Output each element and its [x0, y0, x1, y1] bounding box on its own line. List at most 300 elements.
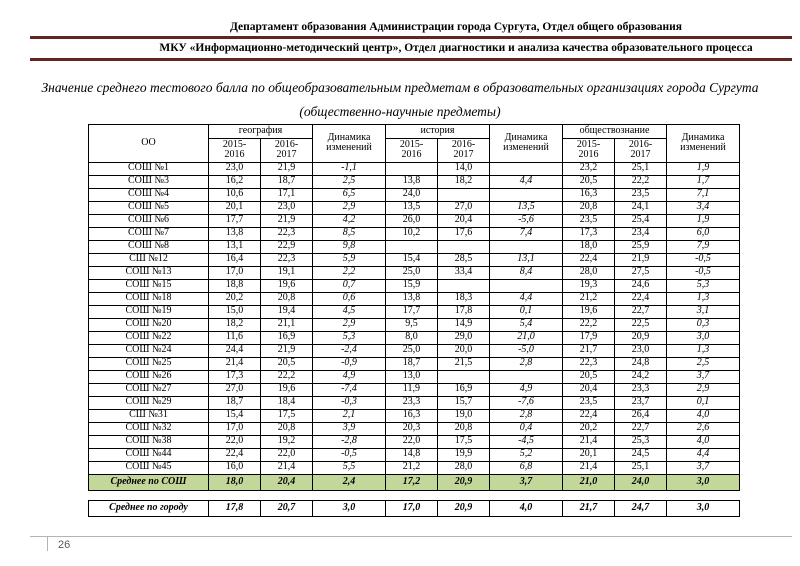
value-cell: 17,2	[386, 474, 438, 490]
row-label: СОШ №4	[89, 188, 209, 201]
value-cell: 3,7	[667, 370, 740, 383]
value-cell: 3,7	[490, 474, 563, 490]
value-cell: 23,7	[615, 396, 667, 409]
value-cell	[490, 240, 563, 253]
scores-table-area	[88, 124, 740, 517]
value-cell: 27,0	[438, 201, 490, 214]
value-cell: 21,9	[615, 253, 667, 266]
value-cell: 21,9	[261, 344, 313, 357]
row-label: СОШ №27	[89, 383, 209, 396]
value-cell: 22,0	[386, 435, 438, 448]
value-cell: 13,8	[386, 175, 438, 188]
table-header-row-1	[89, 125, 740, 139]
value-cell: 20,8	[438, 422, 490, 435]
value-cell: 6,5	[313, 188, 386, 201]
value-cell: 21,2	[386, 461, 438, 474]
row-label: СОШ №5	[89, 201, 209, 214]
value-cell: 7,4	[490, 227, 563, 240]
col-header-year1-geography: 2015-2016	[209, 138, 261, 162]
value-cell: 18,2	[209, 318, 261, 331]
col-header-oo: ОО	[89, 125, 209, 163]
value-cell: -0,5	[667, 253, 740, 266]
value-cell: 17,3	[563, 227, 615, 240]
value-cell	[490, 162, 563, 175]
school-row	[89, 175, 740, 188]
row-label: СОШ №45	[89, 461, 209, 474]
value-cell: 13,0	[386, 370, 438, 383]
value-cell: 22,3	[563, 357, 615, 370]
value-cell: 6,0	[667, 227, 740, 240]
school-row	[89, 292, 740, 305]
value-cell: 14,9	[438, 318, 490, 331]
value-cell: 5,4	[490, 318, 563, 331]
value-cell: 18,0	[209, 474, 261, 490]
value-cell: 28,0	[438, 461, 490, 474]
value-cell: -0,3	[313, 396, 386, 409]
value-cell: 24,8	[615, 357, 667, 370]
value-cell: 24,4	[209, 344, 261, 357]
value-cell: 16,0	[209, 461, 261, 474]
header-line-2: МКУ «Информационно-методический центр», Отдел диагностики и анализа качества образовательного процесса	[159, 42, 753, 55]
value-cell: 27,5	[615, 266, 667, 279]
value-cell: 20,7	[261, 500, 313, 516]
value-cell: 4,4	[490, 175, 563, 188]
value-cell: 3,0	[313, 500, 386, 516]
value-cell: 17,7	[209, 214, 261, 227]
value-cell: 20,8	[261, 422, 313, 435]
value-cell: 20,1	[563, 448, 615, 461]
value-cell: 22,3	[261, 253, 313, 266]
value-cell: 17,5	[261, 409, 313, 422]
school-row	[89, 422, 740, 435]
value-cell: 22,4	[209, 448, 261, 461]
value-cell	[386, 162, 438, 175]
value-cell: 5,2	[490, 448, 563, 461]
value-cell: 10,6	[209, 188, 261, 201]
value-cell: 8,4	[490, 266, 563, 279]
value-cell: 16,3	[386, 409, 438, 422]
average-city-row	[89, 500, 740, 516]
header-rule-bottom	[30, 58, 792, 61]
value-cell: 3,4	[667, 201, 740, 214]
value-cell: 4,0	[667, 435, 740, 448]
slide-header	[30, 20, 792, 63]
value-cell: 20,1	[209, 201, 261, 214]
value-cell: 21,7	[563, 500, 615, 516]
school-row	[89, 318, 740, 331]
value-cell: 22,5	[615, 318, 667, 331]
value-cell: 19,9	[438, 448, 490, 461]
value-cell: 27,0	[209, 383, 261, 396]
row-label: СШ №31	[89, 409, 209, 422]
value-cell: 14,8	[386, 448, 438, 461]
school-row	[89, 383, 740, 396]
value-cell: 6,8	[490, 461, 563, 474]
value-cell: 33,4	[438, 266, 490, 279]
value-cell: -0,5	[313, 448, 386, 461]
value-cell: 20,9	[615, 331, 667, 344]
value-cell: -5,6	[490, 214, 563, 227]
value-cell: 4,0	[667, 409, 740, 422]
value-cell: 22,2	[615, 175, 667, 188]
value-cell: -2,8	[313, 435, 386, 448]
value-cell: 22,7	[615, 422, 667, 435]
value-cell: 13,5	[386, 201, 438, 214]
value-cell: 23,5	[615, 188, 667, 201]
value-cell: 4,9	[490, 383, 563, 396]
value-cell: 17,9	[563, 331, 615, 344]
value-cell: 9,5	[386, 318, 438, 331]
value-cell: 3,0	[667, 331, 740, 344]
value-cell: 19,4	[261, 305, 313, 318]
scores-table	[88, 124, 740, 491]
value-cell	[438, 279, 490, 292]
value-cell: 1,9	[667, 162, 740, 175]
value-cell: 23,3	[615, 383, 667, 396]
value-cell: 23,0	[209, 162, 261, 175]
row-label: СОШ №6	[89, 214, 209, 227]
value-cell: 18,8	[209, 279, 261, 292]
value-cell: -1,1	[313, 162, 386, 175]
value-cell	[490, 370, 563, 383]
col-header-dynamics-history: Динамика изменений	[490, 125, 563, 163]
row-label: СОШ №15	[89, 279, 209, 292]
col-header-year1-social: 2015-2016	[563, 138, 615, 162]
value-cell: 28,0	[563, 266, 615, 279]
value-cell: 1,3	[667, 344, 740, 357]
value-cell: 4,9	[313, 370, 386, 383]
value-cell: 20,3	[386, 422, 438, 435]
value-cell: 19,2	[261, 435, 313, 448]
row-label: СОШ №7	[89, 227, 209, 240]
value-cell: 25,9	[615, 240, 667, 253]
value-cell: 2,8	[490, 409, 563, 422]
value-cell: 4,2	[313, 214, 386, 227]
average-sosh-row	[89, 474, 740, 490]
value-cell: 25,4	[615, 214, 667, 227]
value-cell: 20,5	[563, 370, 615, 383]
value-cell: 15,7	[438, 396, 490, 409]
value-cell: 18,7	[209, 396, 261, 409]
value-cell: 2,6	[667, 422, 740, 435]
value-cell: 23,5	[563, 214, 615, 227]
row-label: СОШ №18	[89, 292, 209, 305]
title-line-2: (общественно-научные предметы)	[299, 103, 501, 119]
header-line-1: Департамент образования Администрации города Сургута, Отдел общего образования	[229, 21, 683, 33]
value-cell: 22,0	[209, 435, 261, 448]
school-row	[89, 448, 740, 461]
value-cell: 17,0	[209, 266, 261, 279]
school-row	[89, 227, 740, 240]
value-cell: 20,4	[261, 474, 313, 490]
value-cell: 21,4	[261, 461, 313, 474]
row-label: СОШ №32	[89, 422, 209, 435]
col-header-year1-history: 2015-2016	[386, 138, 438, 162]
value-cell: 11,9	[386, 383, 438, 396]
value-cell: 17,3	[209, 370, 261, 383]
value-cell: 20,9	[438, 474, 490, 490]
value-cell: 29,0	[438, 331, 490, 344]
value-cell: 3,0	[667, 474, 740, 490]
value-cell: 21,2	[563, 292, 615, 305]
value-cell: 21,0	[490, 331, 563, 344]
value-cell: 3,7	[667, 461, 740, 474]
value-cell: 13,1	[490, 253, 563, 266]
value-cell: 15,4	[386, 253, 438, 266]
value-cell: 17,5	[438, 435, 490, 448]
value-cell: -7,4	[313, 383, 386, 396]
value-cell: 21,9	[261, 214, 313, 227]
value-cell: -0,5	[667, 266, 740, 279]
row-label: СОШ №26	[89, 370, 209, 383]
value-cell: 5,9	[313, 253, 386, 266]
value-cell: 18,3	[438, 292, 490, 305]
value-cell: 0,4	[490, 422, 563, 435]
value-cell: 4,4	[490, 292, 563, 305]
value-cell: 20,9	[438, 500, 490, 516]
value-cell: 2,5	[313, 175, 386, 188]
value-cell: 3,1	[667, 305, 740, 318]
value-cell: 20,2	[209, 292, 261, 305]
value-cell	[490, 279, 563, 292]
school-row	[89, 396, 740, 409]
value-cell: 24,7	[615, 500, 667, 516]
col-header-dynamics-geography: Динамика изменений	[313, 125, 386, 163]
value-cell: 19,6	[261, 279, 313, 292]
school-row	[89, 162, 740, 175]
value-cell: 2,4	[313, 474, 386, 490]
value-cell: 20,4	[438, 214, 490, 227]
school-row	[89, 201, 740, 214]
value-cell: 2,9	[313, 318, 386, 331]
school-row	[89, 331, 740, 344]
col-header-year2-history: 2016-2017	[438, 138, 490, 162]
value-cell: 19,0	[438, 409, 490, 422]
value-cell: 19,6	[563, 305, 615, 318]
value-cell	[438, 370, 490, 383]
value-cell: 18,7	[261, 175, 313, 188]
row-label: СОШ №25	[89, 357, 209, 370]
row-label: СОШ №22	[89, 331, 209, 344]
value-cell: 22,7	[615, 305, 667, 318]
value-cell: 23,3	[386, 396, 438, 409]
value-cell: 0,3	[667, 318, 740, 331]
value-cell: 24,6	[615, 279, 667, 292]
footer-rule	[30, 536, 792, 537]
row-label: СШ №12	[89, 253, 209, 266]
value-cell: 21,1	[261, 318, 313, 331]
value-cell: 25,1	[615, 461, 667, 474]
value-cell: 17,8	[209, 500, 261, 516]
value-cell: 25,0	[386, 344, 438, 357]
header-rule-top	[30, 36, 792, 39]
value-cell: 5,3	[667, 279, 740, 292]
value-cell: 23,0	[261, 201, 313, 214]
page-number: 26	[58, 539, 71, 551]
value-cell: 21,0	[563, 474, 615, 490]
value-cell: 24,5	[615, 448, 667, 461]
value-cell: 15,0	[209, 305, 261, 318]
value-cell: 26,4	[615, 409, 667, 422]
value-cell: 19,1	[261, 266, 313, 279]
value-cell: 25,3	[615, 435, 667, 448]
value-cell: 25,1	[615, 162, 667, 175]
value-cell: 15,9	[386, 279, 438, 292]
value-cell: 17,7	[386, 305, 438, 318]
value-cell: 0,6	[313, 292, 386, 305]
value-cell: 20,2	[563, 422, 615, 435]
value-cell: 2,2	[313, 266, 386, 279]
value-cell: 21,4	[209, 357, 261, 370]
value-cell: 1,3	[667, 292, 740, 305]
value-cell: 2,5	[667, 357, 740, 370]
value-cell: 24,0	[615, 474, 667, 490]
value-cell: 22,2	[261, 370, 313, 383]
value-cell: 15,4	[209, 409, 261, 422]
value-cell: 22,4	[563, 409, 615, 422]
value-cell: 1,9	[667, 214, 740, 227]
value-cell: 18,2	[438, 175, 490, 188]
value-cell: 20,4	[563, 383, 615, 396]
col-header-year2-geography: 2016-2017	[261, 138, 313, 162]
school-row	[89, 357, 740, 370]
row-label: СОШ №38	[89, 435, 209, 448]
value-cell: 17,0	[209, 422, 261, 435]
value-cell: 23,4	[615, 227, 667, 240]
value-cell: 13,8	[386, 292, 438, 305]
row-label: СОШ №29	[89, 396, 209, 409]
school-row	[89, 370, 740, 383]
value-cell: 9,8	[313, 240, 386, 253]
value-cell: 20,8	[563, 201, 615, 214]
school-row	[89, 305, 740, 318]
value-cell: 16,2	[209, 175, 261, 188]
value-cell: 23,5	[563, 396, 615, 409]
value-cell: 22,0	[261, 448, 313, 461]
school-row	[89, 214, 740, 227]
value-cell: 2,1	[313, 409, 386, 422]
school-row	[89, 435, 740, 448]
value-cell: 21,5	[438, 357, 490, 370]
value-cell: 7,9	[667, 240, 740, 253]
value-cell: 21,9	[261, 162, 313, 175]
value-cell: 21,4	[563, 435, 615, 448]
value-cell: 16,3	[563, 188, 615, 201]
col-header-dynamics-social: Динамика изменений	[667, 125, 740, 163]
value-cell: 24,0	[386, 188, 438, 201]
value-cell: 7,1	[667, 188, 740, 201]
row-label: СОШ №20	[89, 318, 209, 331]
value-cell: 11,6	[209, 331, 261, 344]
value-cell: 16,4	[209, 253, 261, 266]
row-label: СОШ №13	[89, 266, 209, 279]
value-cell: 10,2	[386, 227, 438, 240]
value-cell: 22,2	[563, 318, 615, 331]
school-row	[89, 344, 740, 357]
value-cell	[490, 188, 563, 201]
value-cell: 21,4	[563, 461, 615, 474]
school-row	[89, 240, 740, 253]
value-cell: 1,7	[667, 175, 740, 188]
value-cell: 19,3	[563, 279, 615, 292]
value-cell: 23,0	[615, 344, 667, 357]
value-cell: 0,1	[490, 305, 563, 318]
value-cell	[438, 188, 490, 201]
value-cell: 5,5	[313, 461, 386, 474]
value-cell: 13,1	[209, 240, 261, 253]
value-cell: 20,5	[563, 175, 615, 188]
value-cell: 3,9	[313, 422, 386, 435]
title-line-1: Значение среднего тестового балла по общеобразовательным предметам в образовательных организациях города Сургута	[41, 80, 759, 95]
value-cell: 17,6	[438, 227, 490, 240]
row-label: СОШ №44	[89, 448, 209, 461]
value-cell: 0,1	[667, 396, 740, 409]
value-cell: 5,3	[313, 331, 386, 344]
value-cell: 26,0	[386, 214, 438, 227]
value-cell: 4,0	[490, 500, 563, 516]
value-cell: 16,9	[438, 383, 490, 396]
value-cell: 22,4	[615, 292, 667, 305]
value-cell: 17,0	[386, 500, 438, 516]
value-cell: 0,7	[313, 279, 386, 292]
value-cell: 16,9	[261, 331, 313, 344]
value-cell: 22,9	[261, 240, 313, 253]
value-cell: 3,0	[667, 500, 740, 516]
value-cell: 22,3	[261, 227, 313, 240]
value-cell: -2,4	[313, 344, 386, 357]
value-cell: 18,0	[563, 240, 615, 253]
value-cell: 22,4	[563, 253, 615, 266]
value-cell: 25,0	[386, 266, 438, 279]
value-cell: 17,1	[261, 188, 313, 201]
value-cell: 18,4	[261, 396, 313, 409]
footer-tick	[47, 536, 48, 551]
row-label: СОШ №8	[89, 240, 209, 253]
row-label: СОШ №3	[89, 175, 209, 188]
value-cell: 2,9	[313, 201, 386, 214]
value-cell: -0,9	[313, 357, 386, 370]
col-header-geography: география	[209, 125, 313, 139]
value-cell	[438, 240, 490, 253]
col-header-year2-social: 2016-2017	[615, 138, 667, 162]
value-cell: 13,5	[490, 201, 563, 214]
value-cell: 20,8	[261, 292, 313, 305]
value-cell: 13,8	[209, 227, 261, 240]
value-cell: 19,6	[261, 383, 313, 396]
school-row	[89, 266, 740, 279]
value-cell: 23,2	[563, 162, 615, 175]
value-cell: -4,5	[490, 435, 563, 448]
row-label: СОШ №24	[89, 344, 209, 357]
value-cell: -5,0	[490, 344, 563, 357]
value-cell: 20,0	[438, 344, 490, 357]
col-header-history: история	[386, 125, 490, 139]
value-cell: 8,5	[313, 227, 386, 240]
value-cell: 24,2	[615, 370, 667, 383]
value-cell	[386, 240, 438, 253]
row-label: СОШ №19	[89, 305, 209, 318]
school-row	[89, 409, 740, 422]
value-cell: 14,0	[438, 162, 490, 175]
row-label: Среднее по городу	[89, 500, 209, 516]
value-cell: 21,7	[563, 344, 615, 357]
value-cell: 18,7	[386, 357, 438, 370]
value-cell: 28,5	[438, 253, 490, 266]
row-label: Среднее по СОШ	[89, 474, 209, 490]
value-cell: 4,5	[313, 305, 386, 318]
value-cell: -7,6	[490, 396, 563, 409]
school-row	[89, 188, 740, 201]
